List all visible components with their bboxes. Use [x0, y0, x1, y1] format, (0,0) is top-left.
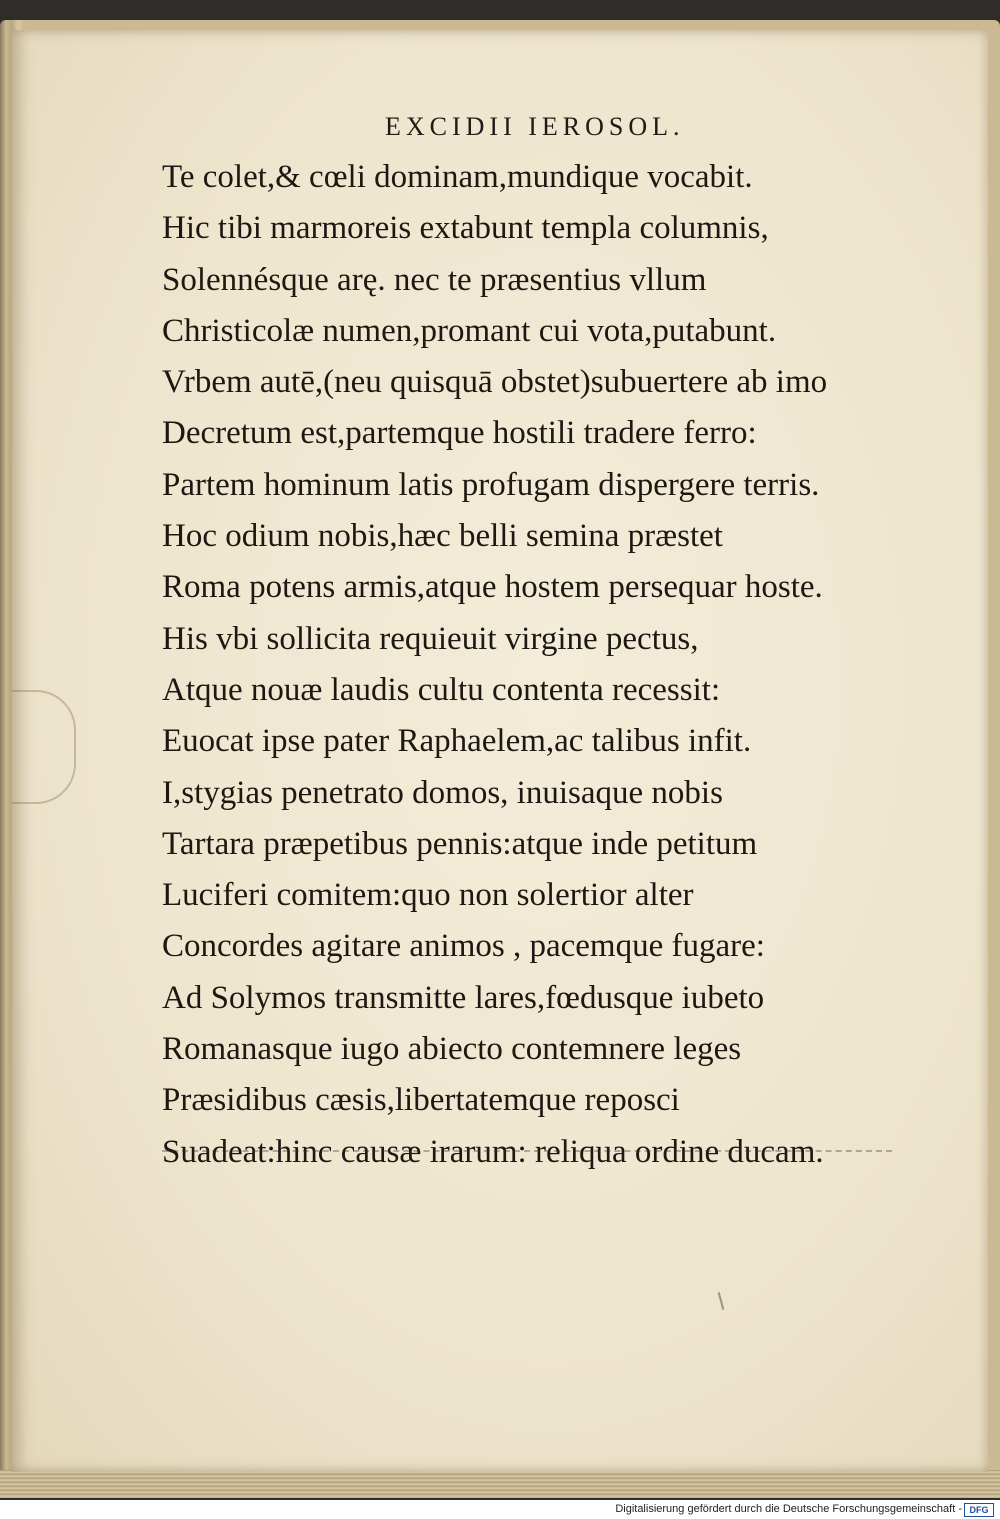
- footer-credit: Digitalisierung gefördert durch die Deutsche Forschungsgemeinschaft -: [615, 1503, 962, 1515]
- verse-line: Roma potens armis,atque hostem persequar hoste.: [162, 569, 823, 606]
- verse-line: Ad Solymos transmitte lares,fœdusque iubeto: [162, 979, 765, 1016]
- page-tab-mark: [12, 690, 76, 804]
- verse-line: Concordes agitare animos , pacemque fugare:: [162, 928, 765, 965]
- verse-line: Solennésque arę. nec te præsentius vllum: [162, 261, 707, 298]
- verse-line: Romanasque iugo abiecto contemnere leges: [162, 1031, 742, 1068]
- text-bottom-rule: [162, 1150, 892, 1152]
- verse-line: Tartara præpetibus pennis:atque inde petitum: [162, 825, 758, 862]
- verse-line: Præsidibus cæsis,libertatemque reposci: [162, 1082, 680, 1119]
- verse-line: Te colet,& cœli dominam,mundique vocabit.: [162, 159, 753, 195]
- verse-line: Hic tibi marmoreis extabunt templa columnis,: [162, 210, 769, 247]
- running-head: EXCIDII IEROSOL.: [385, 112, 685, 141]
- verse-line: I,stygias penetrato domos, inuisaque nobis: [162, 774, 723, 811]
- verse-line: Partem hominum latis profugam dispergere terris.: [162, 466, 820, 503]
- verse-line: Christicolæ numen,promant cui vota,putabunt.: [162, 312, 777, 349]
- verse-line: Decretum est,partemque hostili tradere ferro:: [162, 415, 757, 452]
- verse-line: His vbi sollicita requieuit virgine pectus,: [162, 620, 699, 657]
- verse-line: Vrbem autē,(neu quisquā obstet)subuertere ab imo: [162, 364, 828, 401]
- verse-line: Atque nouæ laudis cultu contenta recessit:: [162, 671, 721, 708]
- page-stack-bottom: [0, 1470, 1000, 1498]
- verse-line: Euocat ipse pater Raphaelem,ac talibus infit.: [162, 723, 752, 760]
- dfg-logo-icon: DFG: [964, 1503, 994, 1517]
- verse-line: Hoc odium nobis,hæc belli semina præstet: [162, 518, 723, 555]
- verse-line: Suadeat:hinc causæ irarum: reliqua ordine ducam.: [162, 1133, 824, 1170]
- verse-line: Luciferi comitem:quo non solertior alter: [162, 877, 694, 914]
- verse-text-block: [162, 152, 922, 1178]
